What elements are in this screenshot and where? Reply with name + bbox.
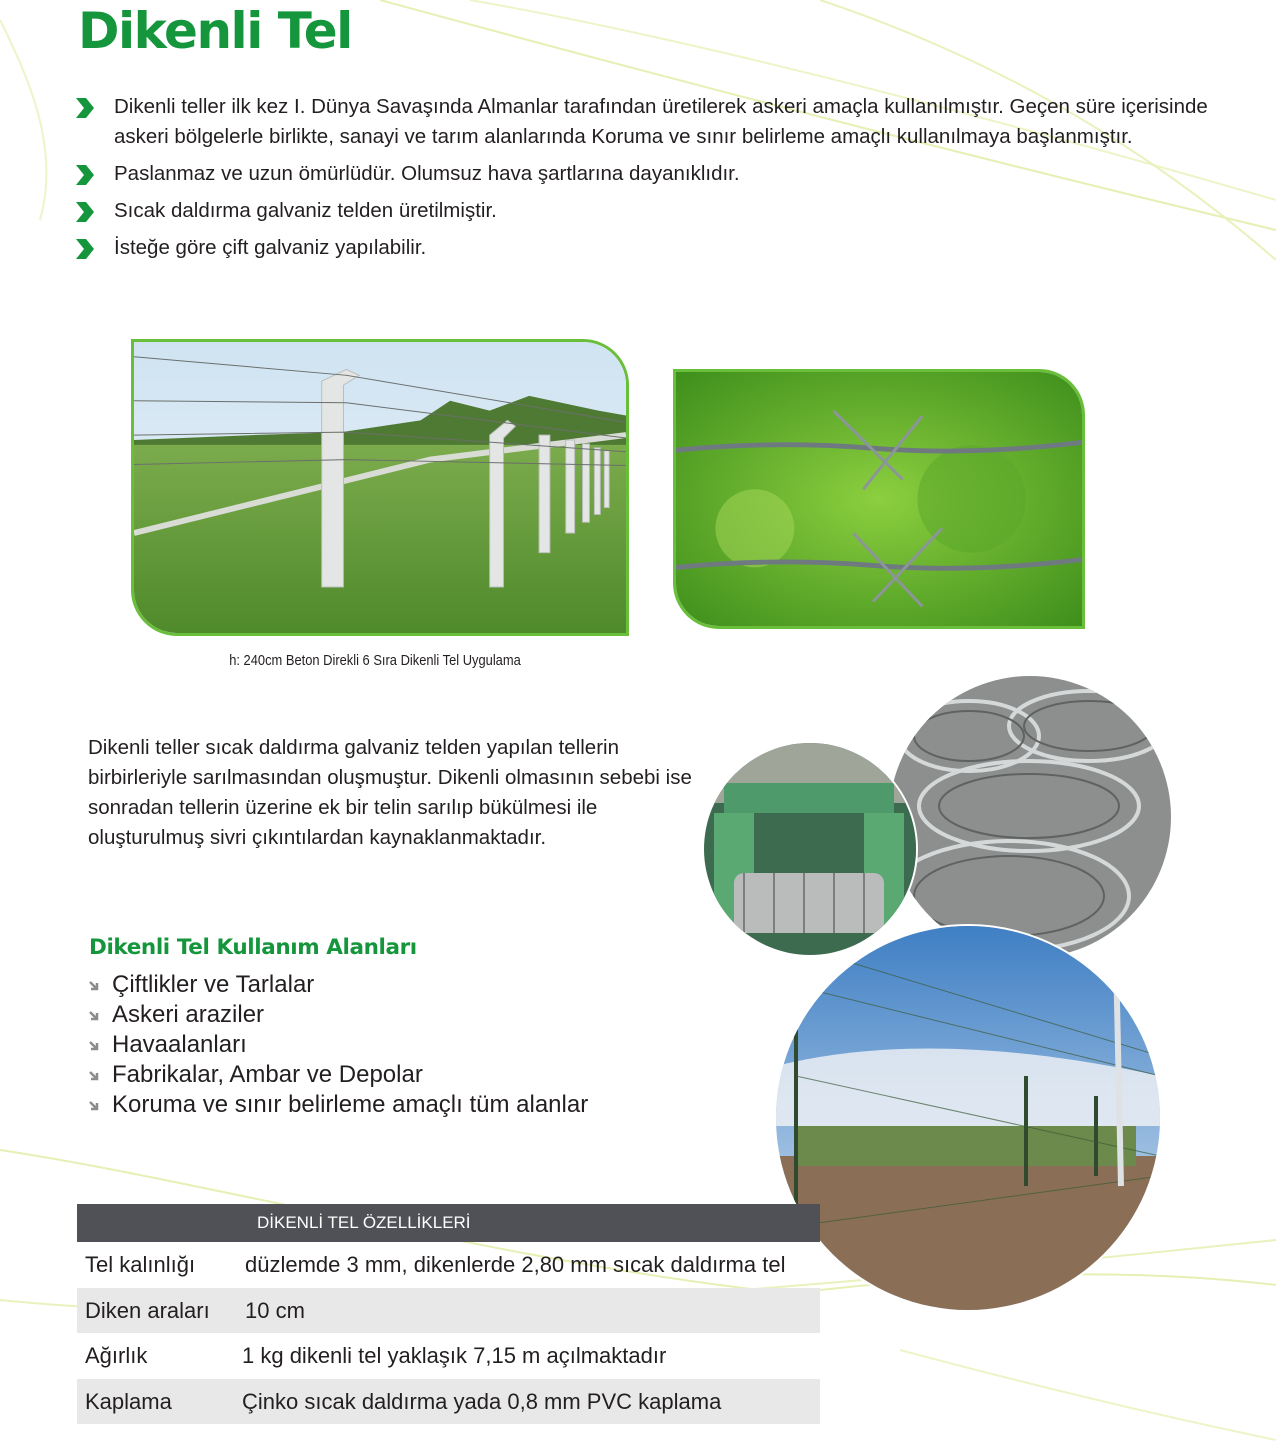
chevron-right-icon (72, 96, 96, 120)
wire-machine-photo (702, 741, 918, 957)
arrow-down-right-icon (88, 1070, 102, 1084)
spec-row (77, 1379, 820, 1425)
uses-item-text: Koruma ve sınır belirleme amaçlı tüm alanlar (112, 1091, 589, 1118)
uses-item (88, 1000, 588, 1030)
photo-caption: h: 240cm Beton Direkli 6 Sıra Dikenli Tel Uygulama (229, 652, 521, 669)
feature-text: Dikenli teller ilk kez I. Dünya Savaşında Almanlar tarafından üretilerek askeri amaçla kullanılmıştır. Geçen süre içerisinde askeri bölgelerle birlikte, sanayi ve tarım alanlarında Koruma ve sınır belirleme amaçlı kullanılmaya başlanmıştır. (114, 95, 1208, 148)
arrow-down-right-icon (88, 980, 102, 994)
uses-list (88, 970, 588, 1120)
spec-key: Ağırlık (85, 1343, 148, 1368)
uses-heading: Dikenli Tel Kullanım Alanları (89, 935, 417, 960)
arrow-down-right-icon (88, 1040, 102, 1054)
arrow-down-right-icon (88, 1100, 102, 1114)
arrow-down-right-icon (88, 1010, 102, 1024)
uses-item (88, 1090, 588, 1120)
uses-item (88, 970, 588, 1000)
chain-link-fence-photo (774, 924, 1162, 1312)
spec-value: 10 cm (245, 1297, 305, 1323)
spec-value: 1 kg dikenli tel yaklaşık 7,15 m açılmaktadır (242, 1343, 667, 1368)
spec-table (77, 1204, 820, 1424)
spec-value: Çinko sıcak daldırma yada 0,8 mm PVC kaplama (242, 1388, 722, 1414)
barbed-wire-closeup-photo (673, 369, 1085, 629)
feature-item (72, 159, 1212, 189)
spec-key: Diken araları (85, 1297, 210, 1323)
chevron-right-icon (72, 237, 96, 261)
spec-key: Tel kalınlığı (85, 1252, 196, 1277)
feature-item (72, 196, 1212, 226)
spec-table-header: DİKENLİ TEL ÖZELLİKLERİ (77, 1204, 820, 1242)
feature-item (72, 92, 1212, 152)
uses-item-text: Fabrikalar, Ambar ve Depolar (112, 1061, 423, 1088)
spec-value: düzlemde 3 mm, dikenlerde 2,80 mm sıcak daldırma tel (245, 1252, 786, 1277)
uses-item-text: Çiftlikler ve Tarlalar (112, 971, 315, 998)
uses-item-text: Havaalanları (112, 1031, 247, 1058)
fence-field-photo (131, 339, 629, 636)
page-title: Dikenli Tel (78, 2, 352, 60)
uses-item (88, 1030, 588, 1060)
feature-list (72, 92, 1212, 270)
chevron-right-icon (72, 200, 96, 224)
wire-coils-photo (887, 674, 1173, 960)
spec-row (77, 1333, 820, 1379)
chevron-right-icon (72, 163, 96, 187)
spec-row (77, 1288, 820, 1334)
feature-text: İsteğe göre çift galvaniz yapılabilir. (114, 236, 427, 259)
feature-text: Paslanmaz ve uzun ömürlüdür. Olumsuz hava şartlarına dayanıklıdır. (114, 162, 740, 185)
uses-item (88, 1060, 588, 1090)
spec-row (77, 1242, 820, 1288)
feature-item (72, 233, 1212, 263)
spec-key: Kaplama (85, 1388, 172, 1414)
feature-text: Sıcak daldırma galvaniz telden üretilmiştir. (114, 199, 497, 222)
uses-item-text: Askeri araziler (112, 1001, 265, 1028)
description-paragraph: Dikenli teller sıcak daldırma galvaniz telden yapılan tellerin birbirleriyle sarılmasından oluşmuştur. Dikenli olmasının sebebi ise sonradan tellerin üzerine ek bir telin sarılıp bükülmesi ile oluşturulmuş sivri çıkıntılardan kaynaklanmaktadır. (88, 736, 692, 849)
